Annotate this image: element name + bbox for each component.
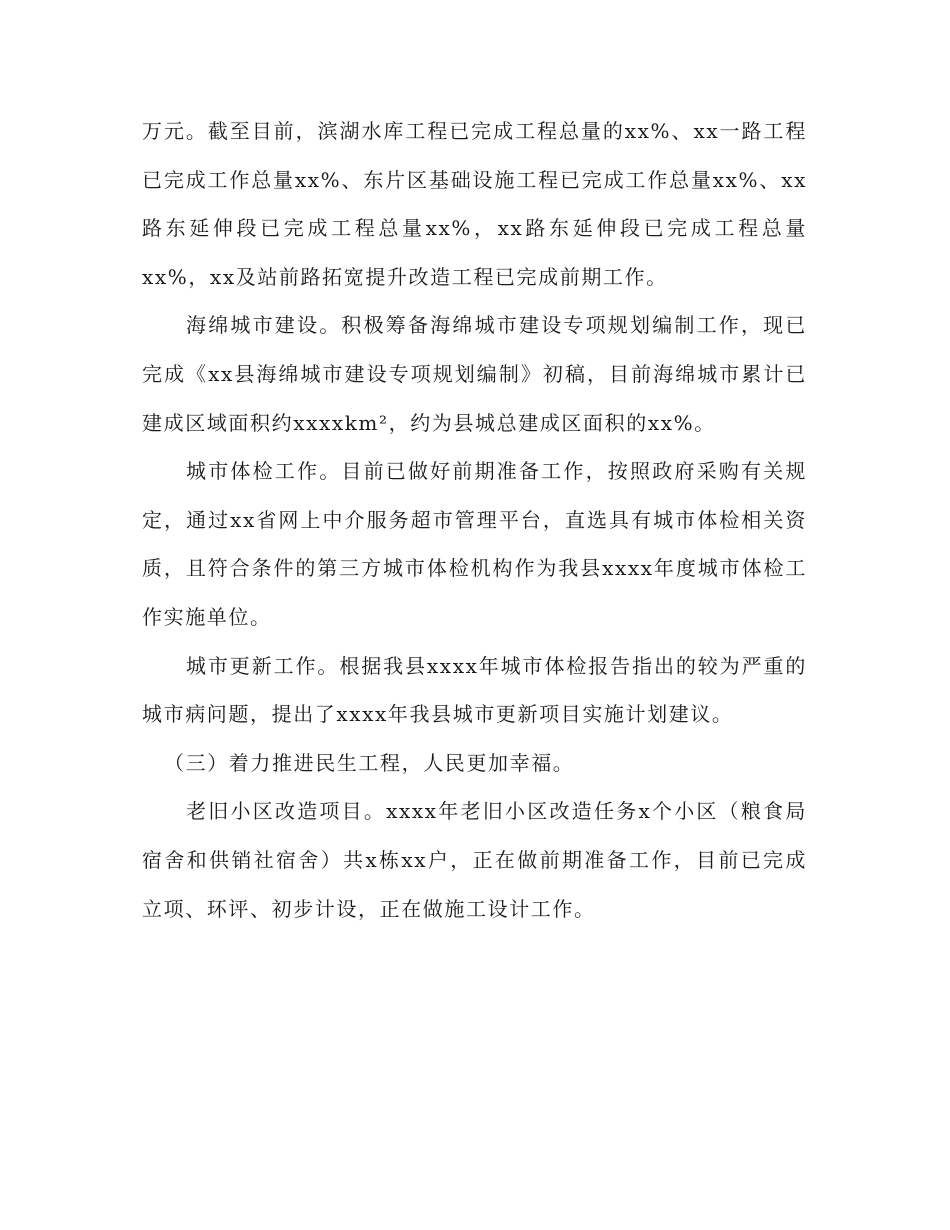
paragraph-city-inspection: 城市体检工作。目前已做好前期准备工作，按照政府采购有关规定，通过xx省网上中介服务超市管理平台，直选具有城市体检相关资质，且符合条件的第三方城市体检机构作为我县xxxx年度城市体检工作实施单位。 <box>142 459 807 629</box>
paragraph-sponge-city: 海绵城市建设。积极筹备海绵城市建设专项规划编制工作，现已完成《xx县海绵城市建设专项规划编制》初稿，目前海绵城市累计已建成区域面积约xxxxkm²，约为县城总建成区面积的xx%。 <box>142 313 807 435</box>
section-heading-livelihood: （三）着力推进民生工程，人民更加幸福。 <box>164 750 575 775</box>
document-body <box>142 107 807 933</box>
paragraph-city-renewal: 城市更新工作。根据我县xxxx年城市体检报告指出的较为严重的城市病问题，提出了xxxx年我县城市更新项目实施计划建议。 <box>142 653 807 727</box>
paragraph-project-progress: 万元。截至目前，滨湖水库工程已完成工程总量的xx%、xx一路工程已完成工作总量xx%、东片区基础设施工程已完成工作总量xx%、xx路东延伸段已完成工程总量xx%，xx路东延伸段已完成工程总量xx%，xx及站前路拓宽提升改造工程已完成前期工作。 <box>142 119 807 289</box>
paragraph-old-community-renovation: 老旧小区改造项目。xxxx年老旧小区改造任务x个小区（粮食局宿舍和供销社宿舍）共x栋xx户，正在做前期准备工作，目前已完成立项、环评、初步计设，正在做施工设计工作。 <box>142 799 807 921</box>
